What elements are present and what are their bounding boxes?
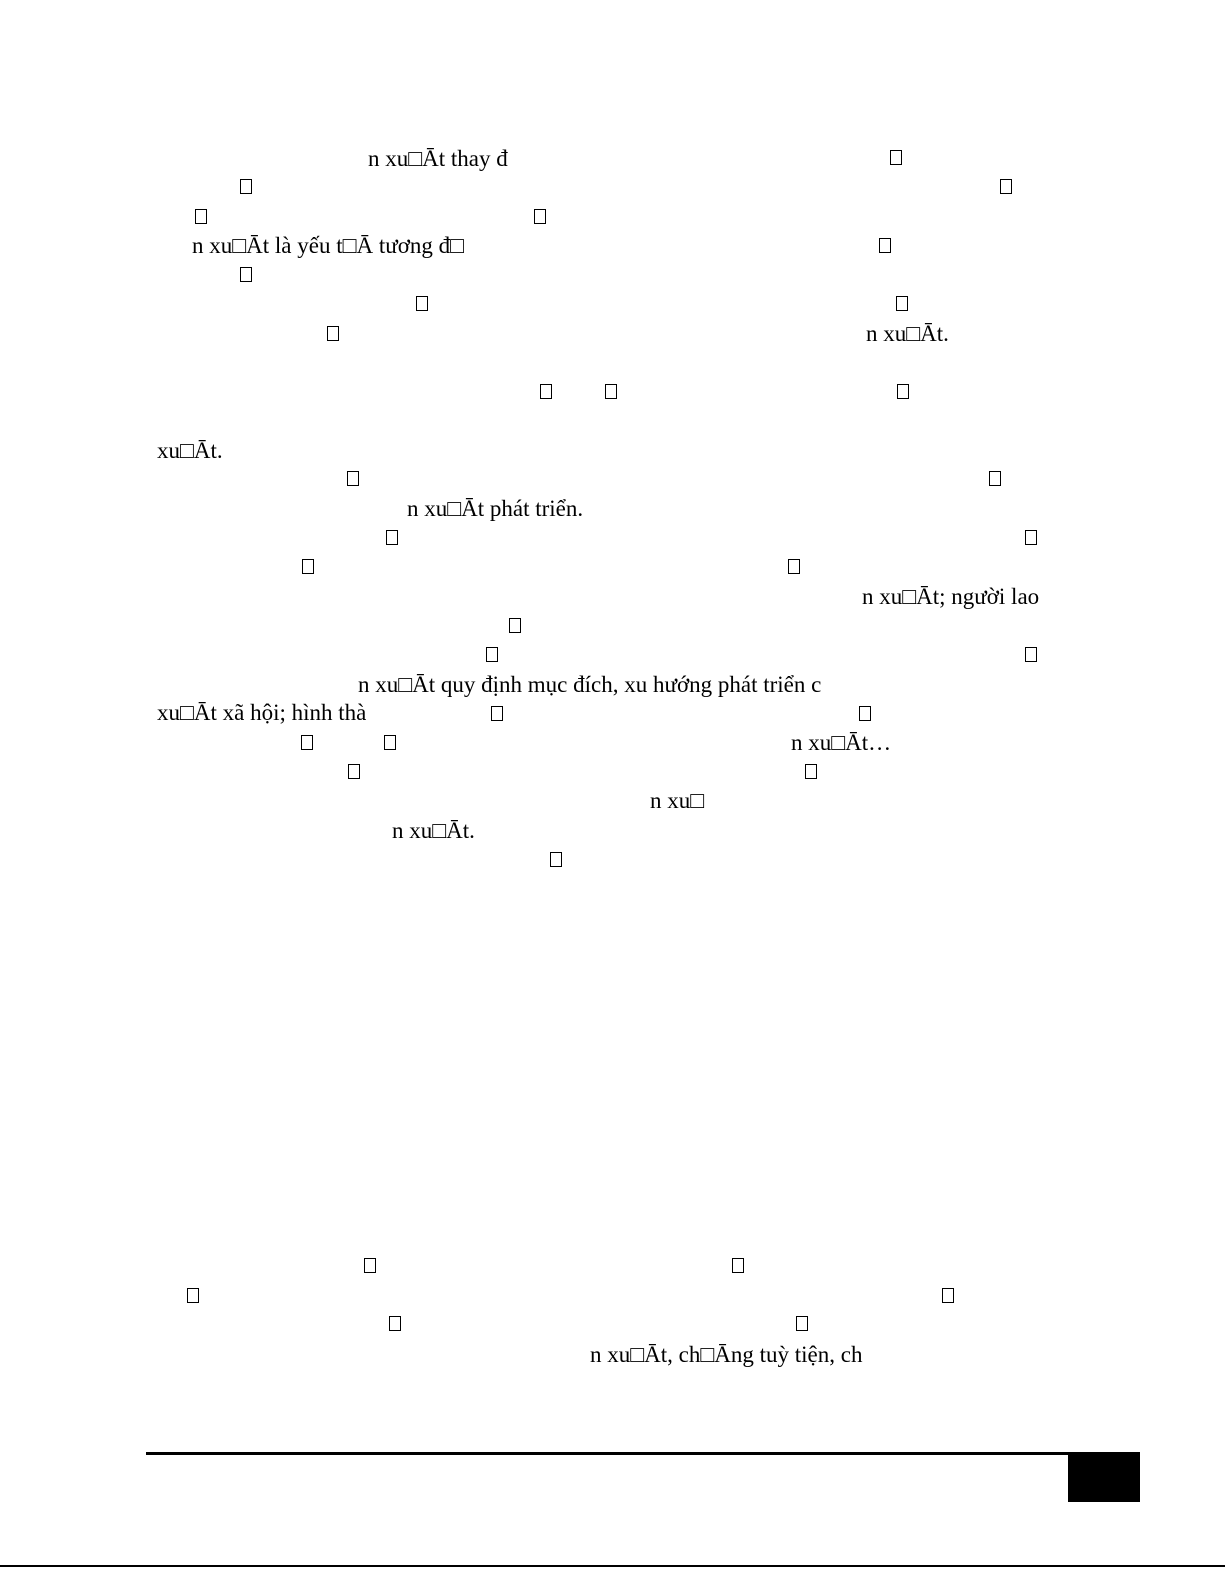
missing-glyph-box <box>989 471 1001 486</box>
missing-glyph-box <box>796 1316 808 1331</box>
page-bottom-edge <box>0 1565 1225 1567</box>
missing-glyph-box <box>195 209 207 224</box>
text-fragment-3: n xu□Āt. <box>866 321 949 346</box>
text-fragment-7: n xu□Āt quy định mục đích, xu hướng phát triển c <box>358 672 822 697</box>
footer-rule <box>146 1452 1140 1455</box>
text-fragment-9: n xu□Āt… <box>791 730 892 755</box>
missing-glyph-box <box>301 735 313 750</box>
text-fragment-5: n xu□Āt phát triển. <box>407 496 584 521</box>
missing-glyph-box <box>879 238 891 253</box>
missing-glyph-box <box>347 471 359 486</box>
text-fragment-6: n xu□Āt; người lao <box>862 584 1040 609</box>
text-fragment-2: n xu□Āt là yếu t□Ā tương đ□ <box>192 233 465 258</box>
text-fragment-11: n xu□Āt. <box>392 818 475 843</box>
missing-glyph-box <box>788 559 800 574</box>
missing-glyph-box <box>364 1258 376 1273</box>
missing-glyph-box <box>491 706 503 721</box>
missing-glyph-box <box>302 559 314 574</box>
missing-glyph-box <box>1000 179 1012 194</box>
missing-glyph-box <box>386 530 398 545</box>
missing-glyph-box <box>897 384 909 399</box>
missing-glyph-box <box>550 852 562 867</box>
text-fragment-12: n xu□Āt, ch□Āng tuỳ tiện, ch <box>590 1342 863 1367</box>
missing-glyph-box <box>389 1316 401 1331</box>
missing-glyph-box <box>540 384 552 399</box>
missing-glyph-box <box>534 209 546 224</box>
missing-glyph-box <box>896 296 908 311</box>
missing-glyph-box <box>384 735 396 750</box>
text-fragment-8: xu□Āt xã hội; hình thà <box>157 700 367 725</box>
missing-glyph-box <box>240 179 252 194</box>
missing-glyph-box <box>240 267 252 282</box>
text-fragment-4: xu□Āt. <box>157 438 223 463</box>
missing-glyph-box <box>348 764 360 779</box>
missing-glyph-box <box>1025 647 1037 662</box>
missing-glyph-box <box>732 1258 744 1273</box>
missing-glyph-box <box>942 1288 954 1303</box>
missing-glyph-box <box>486 647 498 662</box>
missing-glyph-box <box>890 150 902 165</box>
missing-glyph-box <box>859 706 871 721</box>
missing-glyph-box <box>1025 530 1037 545</box>
missing-glyph-box <box>416 296 428 311</box>
missing-glyph-box <box>509 618 521 633</box>
page-number-block <box>1068 1454 1140 1502</box>
missing-glyph-box <box>187 1288 199 1303</box>
missing-glyph-box <box>805 764 817 779</box>
text-fragment-1: n xu□Āt thay đ <box>368 146 508 171</box>
missing-glyph-box <box>327 326 339 341</box>
text-fragment-10: n xu□ <box>650 788 705 813</box>
missing-glyph-box <box>605 384 617 399</box>
